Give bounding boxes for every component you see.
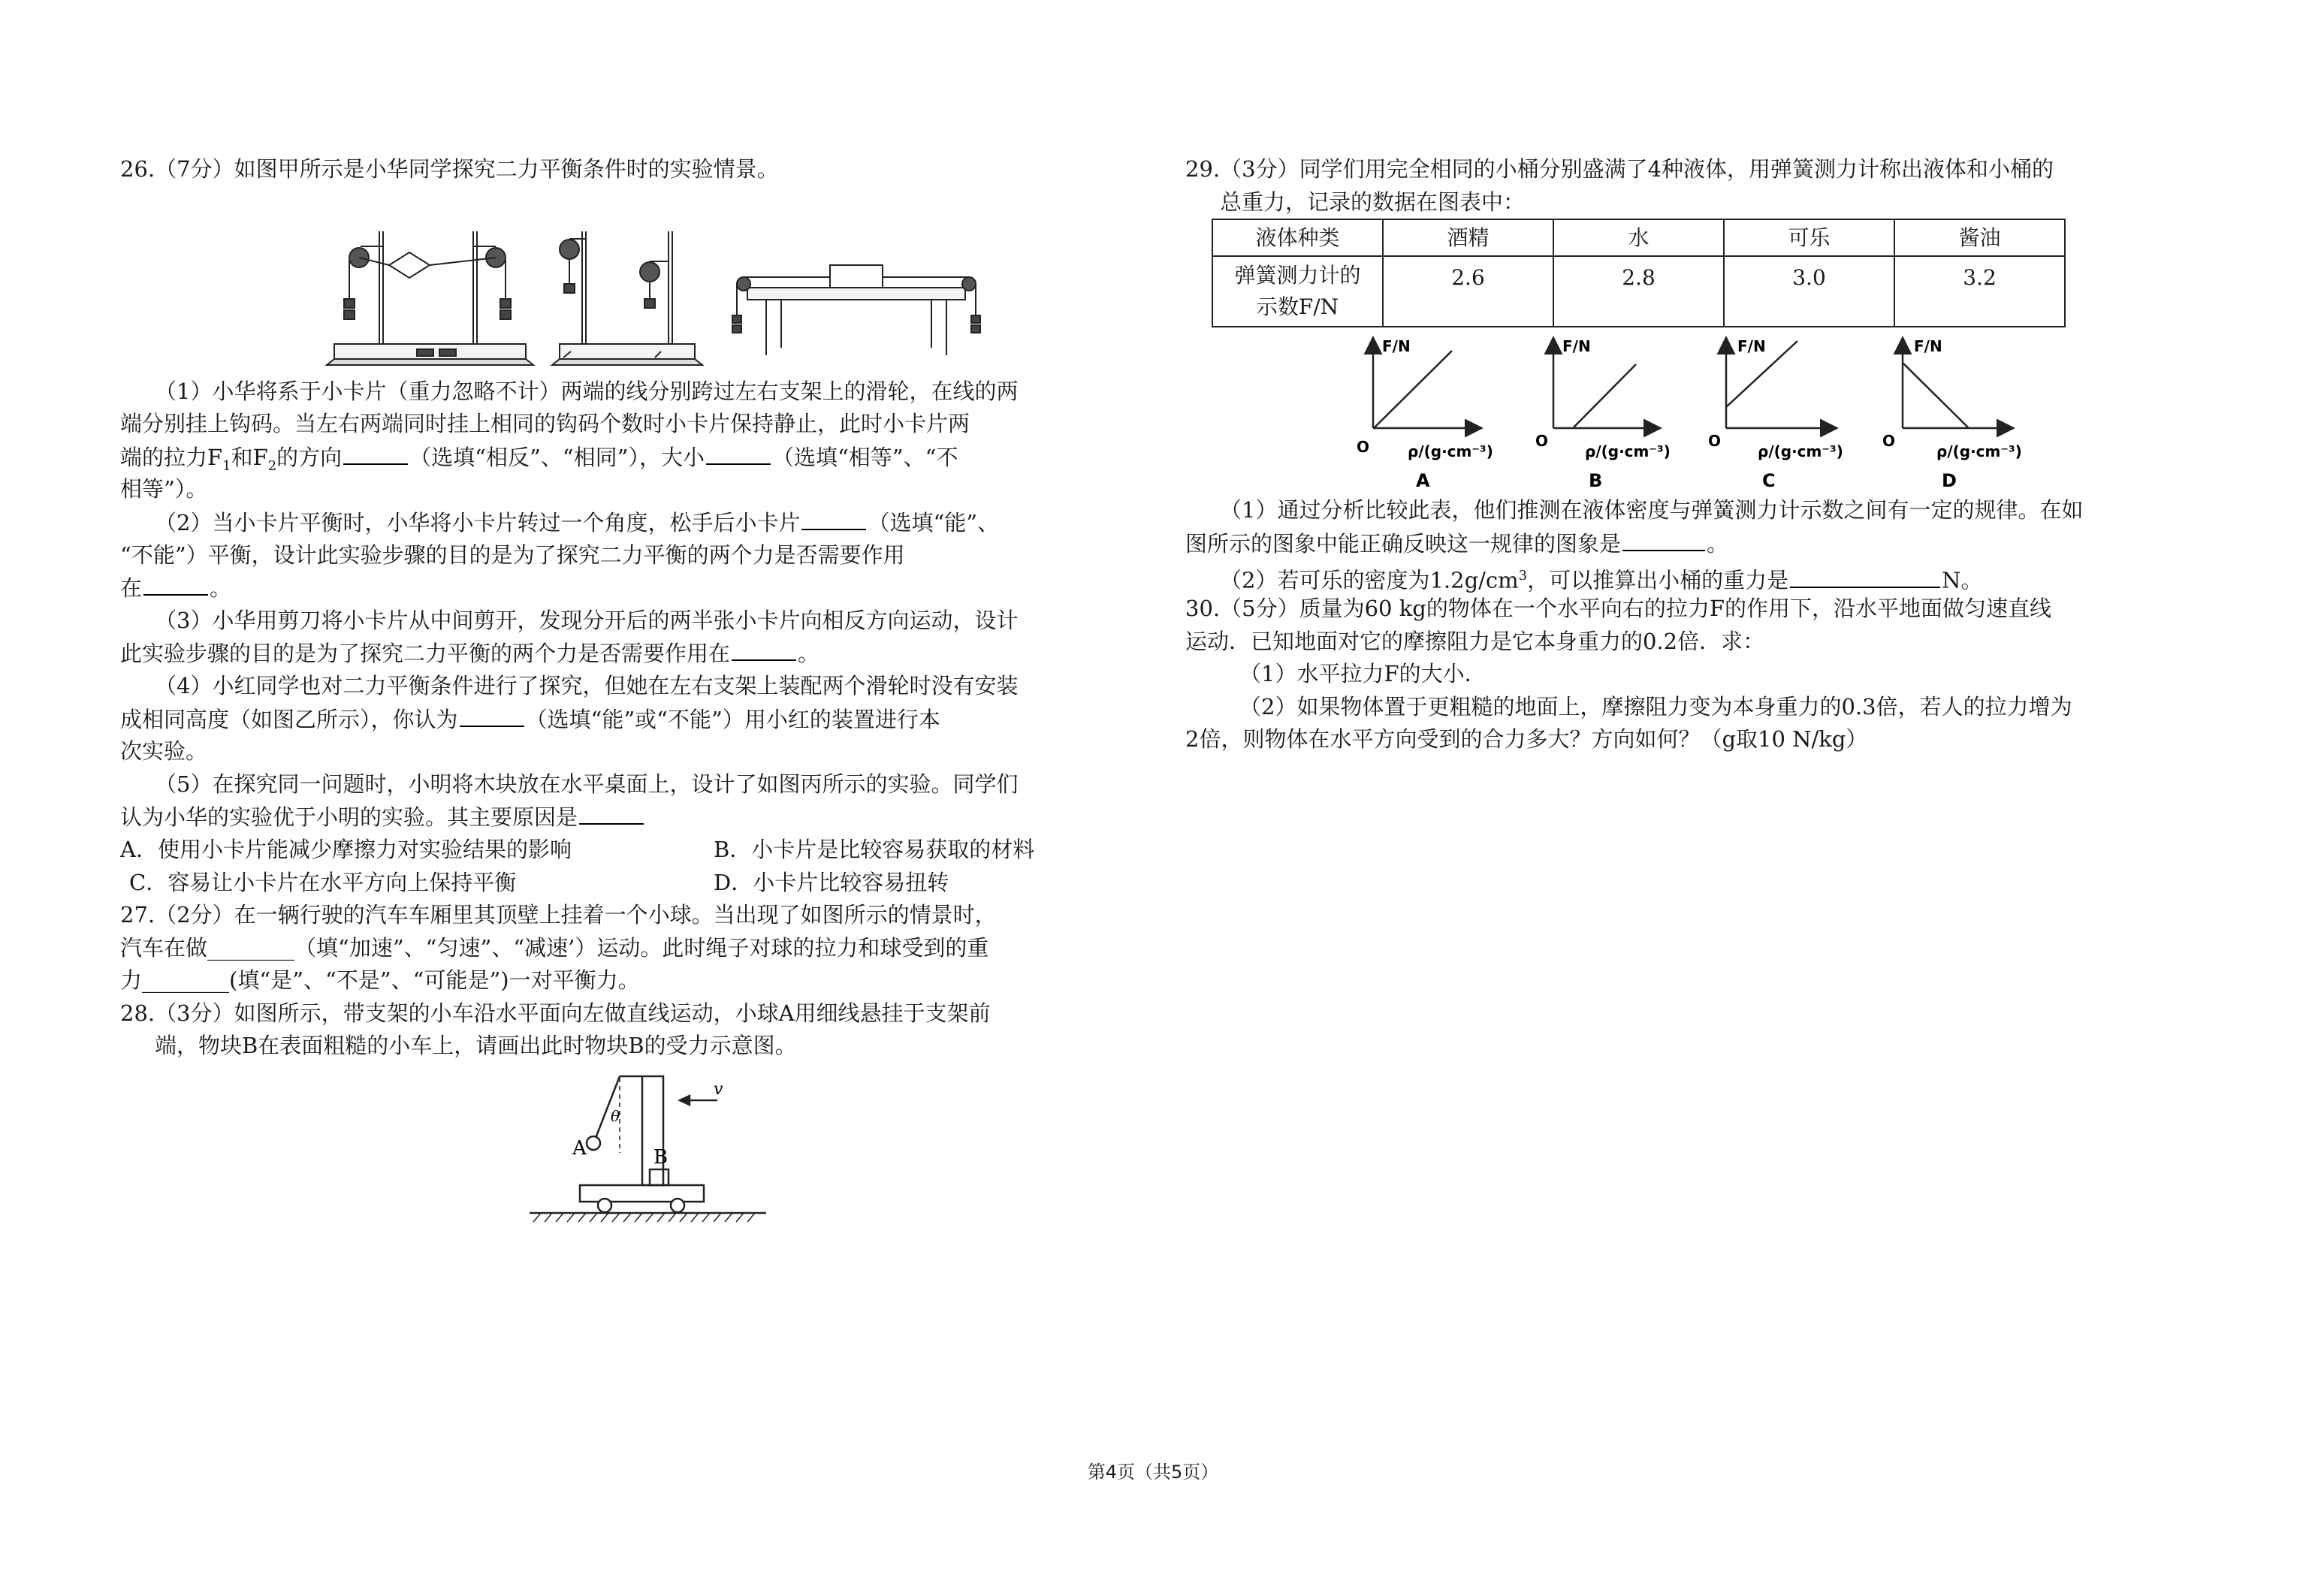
text: 在	[120, 575, 143, 602]
option-d[interactable]: D．小卡片比较容易扭转	[714, 869, 949, 895]
table-cell: 水	[1553, 219, 1724, 256]
text: 。	[210, 575, 232, 602]
table-cell: 可乐	[1724, 219, 1894, 256]
velocity-label: v	[714, 1080, 723, 1100]
q26-p2-line3	[120, 572, 1168, 605]
table-cell: 2.8	[1553, 256, 1724, 327]
answer-blank[interactable]	[1790, 564, 1940, 588]
q26-p4-line3: 次实验。	[120, 738, 208, 765]
graph-d	[1882, 337, 2022, 491]
table-cell: 酒精	[1383, 219, 1553, 256]
table-cell: 3.2	[1894, 256, 2065, 327]
table-cell: 液体种类	[1212, 219, 1383, 256]
graph-a	[1357, 337, 1493, 491]
q29-graphs	[1185, 332, 2241, 494]
q26-heading: 26.（7分）如图甲所示是小华同学探究二力平衡条件时的实验情景。	[120, 156, 779, 182]
q26-p1-line1: （1）小华将系于小卡片（重力忽略不计）两端的线分别跨过左右支架上的滑轮，在线的两	[155, 378, 1019, 404]
q29-p1-line1: （1）通过分析比较此表，他们推测在液体密度与弹簧测力计示数之间有一定的规律。在如	[1220, 497, 2084, 523]
text: 示数F/N	[1256, 294, 1339, 320]
y-axis-label: F/N	[1737, 337, 1766, 356]
text: （填“加速”、“匀速”、“减速’）运动。此时绳子对球的拉力和球受到的重	[294, 934, 989, 961]
text: 认为小华的实验优于小明的实验。其主要原因是	[120, 804, 578, 831]
q28-line1: 28.（3分）如图所示，带支架的小车沿水平面向左做直线运动，小球A用细线悬挂于支架前	[120, 1000, 991, 1026]
q30-line4: （2）如果物体置于更粗糙的地面上，摩擦阻力变为本身重力的0.3倍，若人的拉力增为	[1239, 693, 2072, 720]
x-axis-label: ρ/(g·cm⁻³)	[1936, 442, 2022, 461]
q29-table	[1212, 219, 2066, 327]
q27-line1: 27.（2分）在一辆行驶的汽车车厢里其顶壁上挂着一个小球。当出现了如图所示的情景时，	[120, 902, 997, 928]
block-b-label: B	[653, 1146, 669, 1169]
page-footer: 第4页（共5页）	[1087, 1462, 1219, 1483]
answer-blank[interactable]	[579, 801, 644, 825]
text: 和F	[231, 444, 268, 470]
text: 弹簧测力计的	[1234, 263, 1361, 288]
graph-letter: C	[1762, 470, 1776, 492]
x-axis-label: ρ/(g·cm⁻³)	[1408, 442, 1493, 461]
text: 汽车在做	[120, 934, 208, 961]
option-b[interactable]: B．小卡片是比较容易获取的材料	[714, 836, 1035, 862]
option-c[interactable]: C．容易让小卡片在水平方向上保持平衡	[129, 869, 517, 895]
x-axis-label: ρ/(g·cm⁻³)	[1758, 442, 1843, 461]
q26-p4-line2	[120, 703, 1168, 736]
q29-p1-line2	[1185, 527, 2241, 560]
table-cell: 2.6	[1383, 256, 1553, 327]
text: （选填“相反”、“相同”），大小	[409, 444, 705, 470]
table-cell: 3.0	[1724, 256, 1894, 327]
text: 图所示的图象中能正确反映这一规律的图象是	[1185, 530, 1622, 557]
subscript: 2	[267, 457, 277, 474]
graph-c	[1708, 337, 1843, 491]
q26-options-row1	[120, 834, 1168, 867]
subscript: 1	[222, 457, 231, 474]
q30-line1: 30.（5分）质量为60 kg的物体在一个水平向右的拉力F的作用下，沿水平地面做匀速直线	[1185, 595, 2051, 621]
text: （2）当小卡片平衡时，小华将小卡片转过一个角度，松手后小卡片	[155, 509, 801, 536]
q26-p1-line3	[120, 441, 1168, 474]
answer-blank[interactable]	[801, 506, 866, 530]
graph-letter: B	[1589, 470, 1603, 492]
table-row	[1212, 219, 2065, 256]
q26-apparatus-diagram	[120, 186, 1168, 376]
q30-line5: 2倍，则物体在水平方向受到的合力多大？方向如何？（g取10 N/kg）	[1185, 726, 1868, 753]
q26-p5-line1: （5）在探究同一问题时，小明将木块放在水平桌面上，设计了如图丙所示的实验。同学们	[155, 771, 1019, 797]
left-column	[120, 153, 1168, 1229]
origin-label: O	[1708, 432, 1722, 451]
y-axis-label: F/N	[1914, 337, 1942, 356]
q26-p1-line4: 相等”）。	[120, 476, 208, 502]
graph-letter: A	[1416, 470, 1430, 492]
q29-p2-line	[1185, 560, 2241, 593]
q26-p1-line2: 端分别挂上钩码。当左右两端同时挂上相同的钩码个数时小卡片保持静止，此时小卡片两	[120, 411, 970, 437]
q26-p5-line2	[120, 801, 1168, 834]
q26-p3-line1: （3）小华用剪刀将小卡片从中间剪开，发现分开后的两半张小卡片向相反方向运动，设计	[155, 607, 1019, 633]
origin-label: O	[1357, 438, 1370, 457]
text: 成相同高度（如图乙所示），你认为	[120, 706, 458, 732]
text: 力	[120, 967, 143, 994]
q28-cart-diagram	[120, 1063, 1168, 1229]
theta-label: θ	[611, 1107, 620, 1126]
q29-line1: 29.（3分）同学们用完全相同的小桶分别盛满了4种液体，用弹簧测力计称出液体和小桶的	[1185, 156, 2054, 182]
q26-p3-line2	[120, 637, 1168, 670]
q29-line2: 总重力，记录的数据在图表中：	[1220, 189, 1526, 215]
q27-line2	[120, 932, 1168, 965]
text: ，可以推算出小桶的重力是	[1527, 568, 1789, 594]
ball-a-label: A	[572, 1137, 587, 1160]
y-axis-label: F/N	[1382, 337, 1411, 356]
table-row	[1212, 256, 2065, 327]
origin-label: O	[1535, 432, 1549, 451]
text: 。	[798, 641, 820, 667]
answer-blank[interactable]: ________	[142, 967, 230, 994]
answer-blank[interactable]	[706, 441, 771, 465]
superscript: 3	[1518, 568, 1528, 584]
table-cell	[1212, 256, 1383, 327]
q29-graph-set	[1185, 332, 2241, 494]
q30-line2: 运动．已知地面对它的摩擦阻力是它本身重力的0.2倍．求：	[1185, 628, 1765, 654]
q28-line2: 端，物块B在表面粗糙的小车上，请画出此时物块B的受力示意图。	[155, 1033, 797, 1059]
answer-blank[interactable]: ________	[207, 934, 295, 961]
right-column	[1185, 153, 2241, 756]
answer-blank[interactable]	[732, 637, 796, 661]
text: N。	[1942, 568, 1983, 594]
text: （选填“相等”、“不	[771, 444, 958, 470]
q28-figure	[120, 1063, 1168, 1229]
y-axis-label: F/N	[1562, 337, 1591, 356]
q26-p2-line1	[120, 506, 1168, 539]
q26-p4-line1: （4）小红同学也对二力平衡条件进行了探究，但她在左右支架上装配两个滑轮时没有安装	[155, 672, 1019, 698]
text: （选填“能”或“不能”）用小红的装置进行本	[525, 706, 940, 732]
text: （2）若可乐的密度为1.2g/cm	[1220, 568, 1519, 594]
answer-blank[interactable]	[460, 703, 524, 727]
q27-line3	[120, 964, 1168, 997]
option-a[interactable]: A．使用小卡片能减少摩擦力对实验结果的影响	[120, 836, 572, 862]
text: 的方向	[276, 444, 343, 470]
answer-blank[interactable]	[343, 441, 408, 465]
answer-blank[interactable]	[1622, 527, 1705, 551]
q30-line3: （1）水平拉力F的大小．	[1239, 661, 1487, 687]
origin-label: O	[1882, 432, 1896, 451]
q26-options-row2	[120, 867, 1168, 900]
text: (填“是”、“不是”、“可能是”)一对平衡力。	[229, 967, 640, 994]
graph-letter: D	[1942, 470, 1957, 492]
answer-blank[interactable]	[143, 572, 208, 596]
q26-p2-line2: “不能”）平衡，设计此实验步骤的目的是为了探究二力平衡的两个力是否需要作用	[120, 542, 905, 568]
text: 此实验步骤的目的是为了探究二力平衡的两个力是否需要作用在	[120, 641, 731, 667]
q26-figure	[120, 186, 1168, 376]
text: 端的拉力F	[120, 444, 223, 470]
x-axis-label: ρ/(g·cm⁻³)	[1585, 442, 1671, 461]
graph-b	[1535, 337, 1671, 491]
text: （选填“能”、	[868, 509, 1000, 536]
text: 。	[1707, 530, 1729, 557]
table-cell: 酱油	[1894, 219, 2065, 256]
